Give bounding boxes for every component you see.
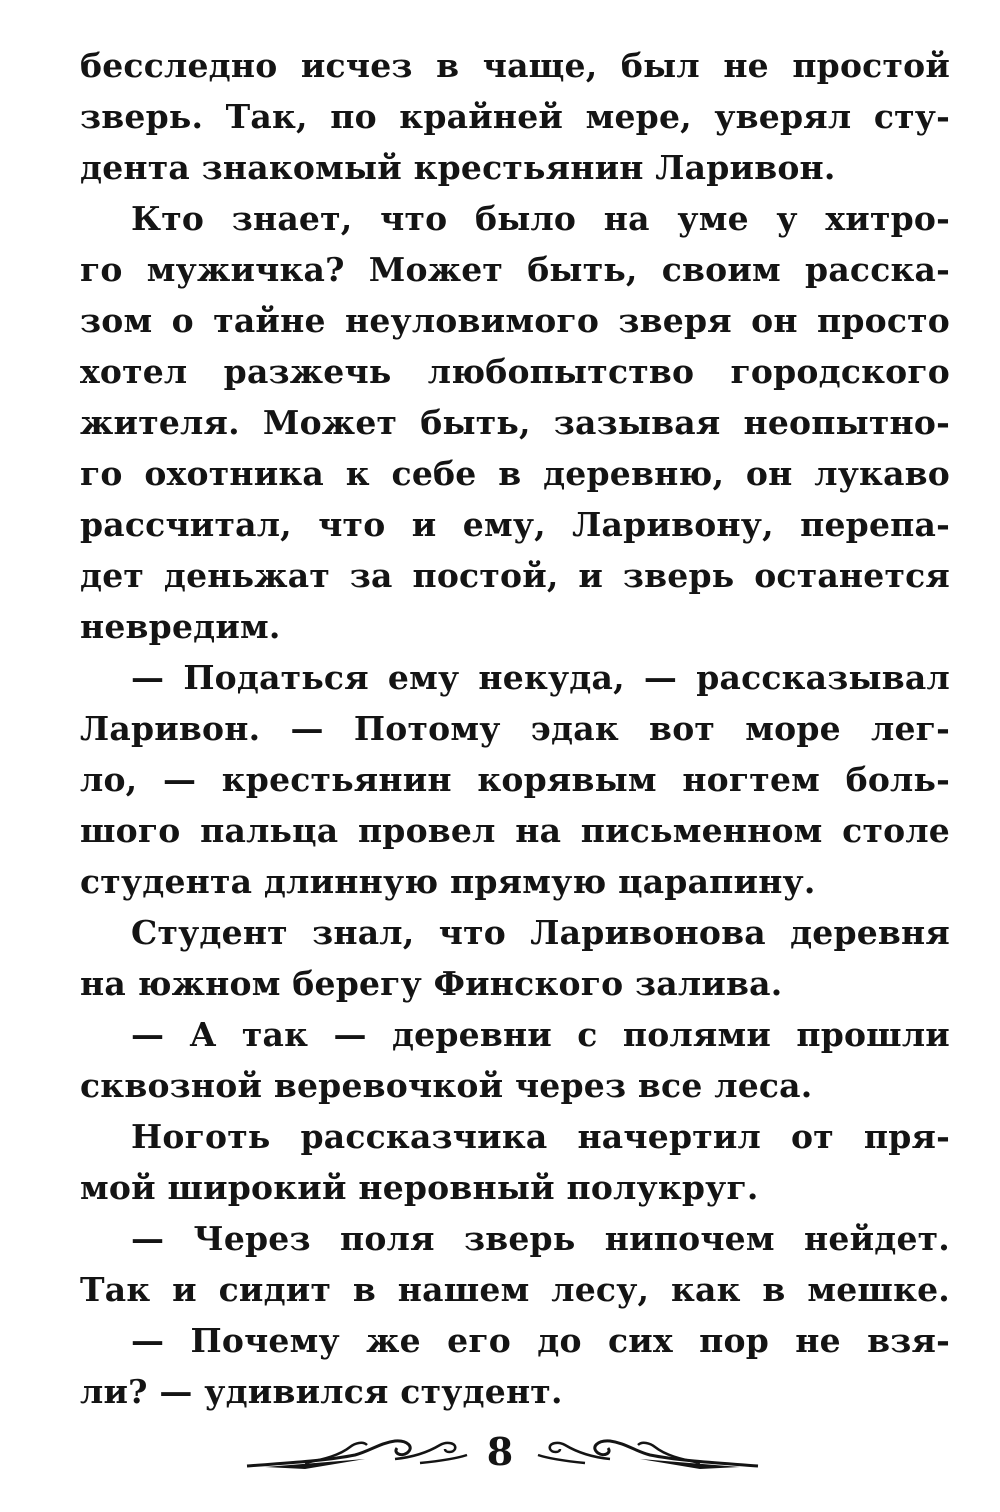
- text-line: ло, — крестьянин корявым ногтем боль-: [80, 760, 950, 799]
- text-line: дет деньжат за постой, и зверь останется: [80, 556, 950, 595]
- text-line: шого пальца провел на письменном столе: [80, 811, 950, 850]
- page-number: 8: [486, 1429, 514, 1474]
- text-line: — Почему же его до сих пор не взя-: [131, 1321, 950, 1360]
- text-line: — Через поля зверь нипочем нейдет.: [131, 1219, 950, 1258]
- text-line: Студент знал, что Ларивонова деревня: [131, 913, 950, 952]
- text-line: ли? — удивился студент.: [80, 1372, 563, 1411]
- text-line: жителя. Может быть, зазывая неопытно-: [80, 403, 950, 442]
- text-line: го мужичка? Может быть, своим расска-: [80, 250, 950, 289]
- text-line: зверь. Так, по крайней мере, уверял сту-: [80, 97, 950, 136]
- text-line: хотел разжечь любопытство городского: [80, 352, 950, 391]
- left-ornament-icon: [245, 1433, 470, 1473]
- text-line: на южном берегу Финского залива.: [80, 964, 783, 1003]
- right-ornament-icon: [535, 1433, 760, 1473]
- text-line: мой широкий неровный полукруг.: [80, 1168, 759, 1207]
- text-line: Ларивон. — Потому эдак вот море лег-: [80, 709, 950, 748]
- page-text: [80, 40, 950, 1417]
- text-line: — А так — деревни с полями прошли: [131, 1015, 950, 1054]
- text-line: дента знакомый крестьянин Ларивон.: [80, 148, 836, 187]
- text-line: бесследно исчез в чаще, был не простой: [80, 46, 950, 85]
- text-line: рассчитал, что и ему, Ларивону, перепа-: [80, 505, 950, 544]
- text-line: студента длинную прямую царапину.: [80, 862, 816, 901]
- text-line: невредим.: [80, 607, 281, 646]
- text-line: сквозной веревочкой через все леса.: [80, 1066, 813, 1105]
- text-line: Кто знает, что было на уме у хитро-: [131, 199, 950, 238]
- text-line: Так и сидит в нашем лесу, как в мешке.: [80, 1270, 950, 1309]
- text-line: зом о тайне неуловимого зверя он просто: [80, 301, 950, 340]
- page-footer: [0, 1425, 1000, 1485]
- text-line: го охотника к себе в деревню, он лукаво: [80, 454, 950, 493]
- text-line: — Податься ему некуда, — рассказывал: [131, 658, 950, 697]
- text-line: Ноготь рассказчика начертил от пря-: [131, 1117, 950, 1156]
